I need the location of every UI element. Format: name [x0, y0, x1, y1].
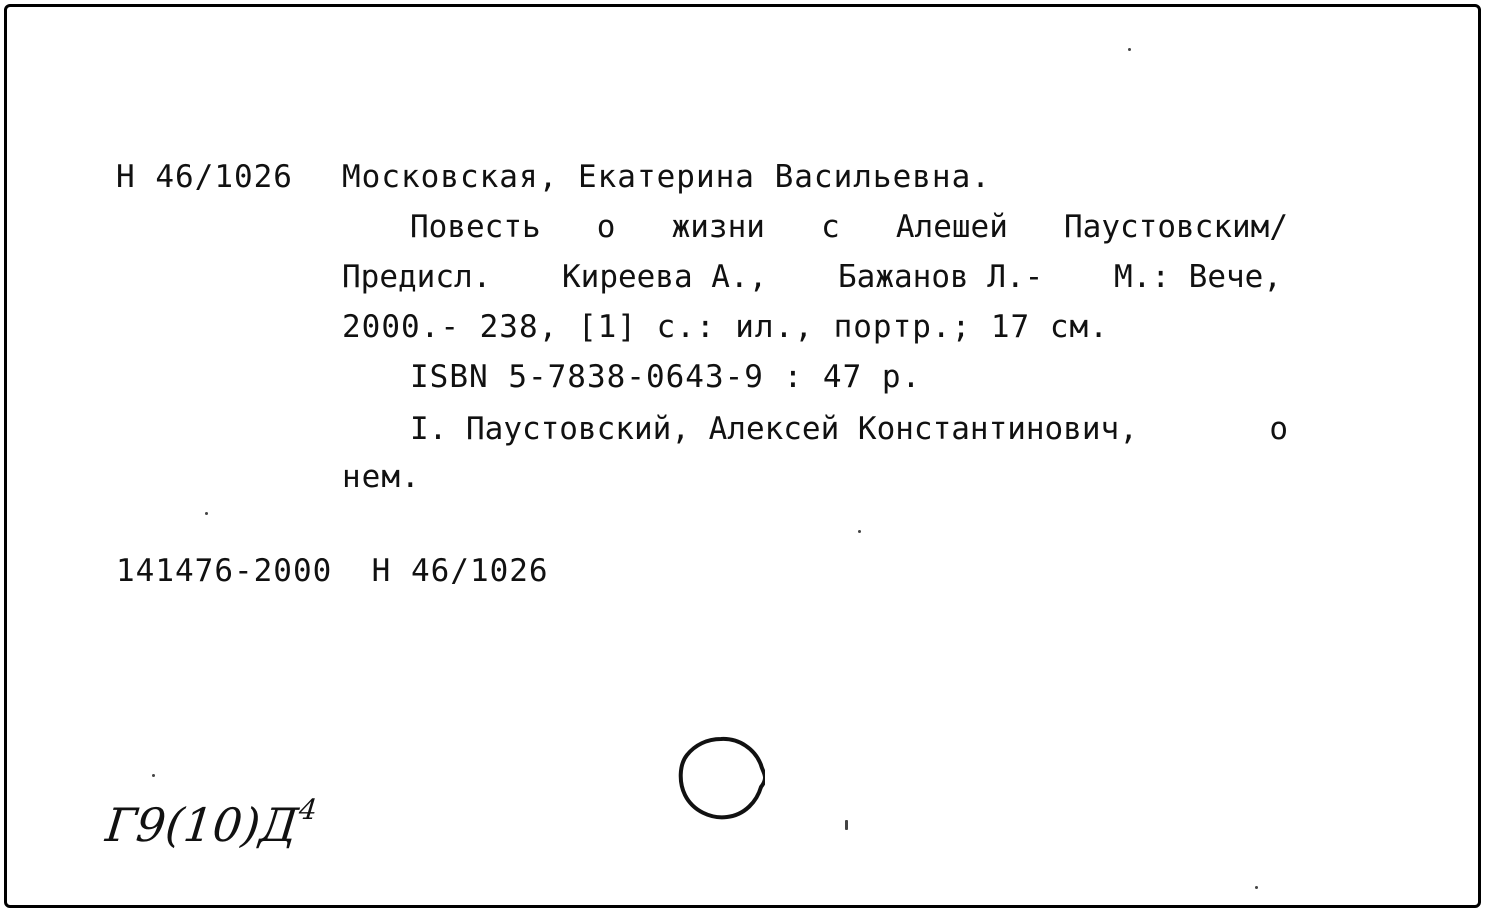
title-word: с — [821, 209, 840, 245]
responsibility-part: Предисл. — [342, 259, 492, 295]
responsibility-part: Бажанов Л.- — [838, 259, 1044, 295]
responsibility-part: М.: Вече, — [1114, 259, 1282, 295]
handwritten-code: Г9(10)Д — [103, 798, 301, 852]
responsibility-line — [342, 259, 1282, 295]
subject-continuation: нем. — [342, 459, 421, 495]
scan-speck — [858, 530, 861, 533]
scan-speck — [1128, 48, 1131, 51]
handwritten-superscript: 4 — [297, 792, 319, 826]
subject-suffix: о — [1269, 411, 1288, 447]
subject-line — [410, 411, 1288, 447]
title-word: Повесть — [410, 209, 541, 245]
title-word: жизни — [671, 209, 765, 245]
inventory-number: 141476-2000 Н 46/1026 — [116, 553, 549, 589]
title-line — [410, 209, 1288, 245]
isbn-line: ISBN 5-7838-0643-9 : 47 р. — [410, 359, 922, 395]
handwritten-classification — [103, 792, 319, 852]
scan-speck — [152, 774, 155, 777]
scan-speck — [205, 512, 208, 515]
title-word: Алешей — [895, 209, 1008, 245]
imprint-line: 2000.- 238, [1] с.: ил., портр.; 17 см. — [342, 309, 1109, 345]
scan-speck — [845, 820, 848, 830]
shelfmark: Н 46/1026 — [116, 159, 293, 195]
author-heading: Московская, Екатерина Васильевна. — [342, 159, 991, 195]
scan-speck — [1255, 886, 1258, 889]
subject-heading: I. Паустовский, Алексей Константинович, — [410, 411, 1138, 447]
responsibility-part: Киреева А., — [562, 259, 768, 295]
title-word: о — [596, 209, 616, 245]
title-word: Паустовским/ — [1064, 209, 1288, 245]
punch-hole-icon — [677, 735, 765, 821]
